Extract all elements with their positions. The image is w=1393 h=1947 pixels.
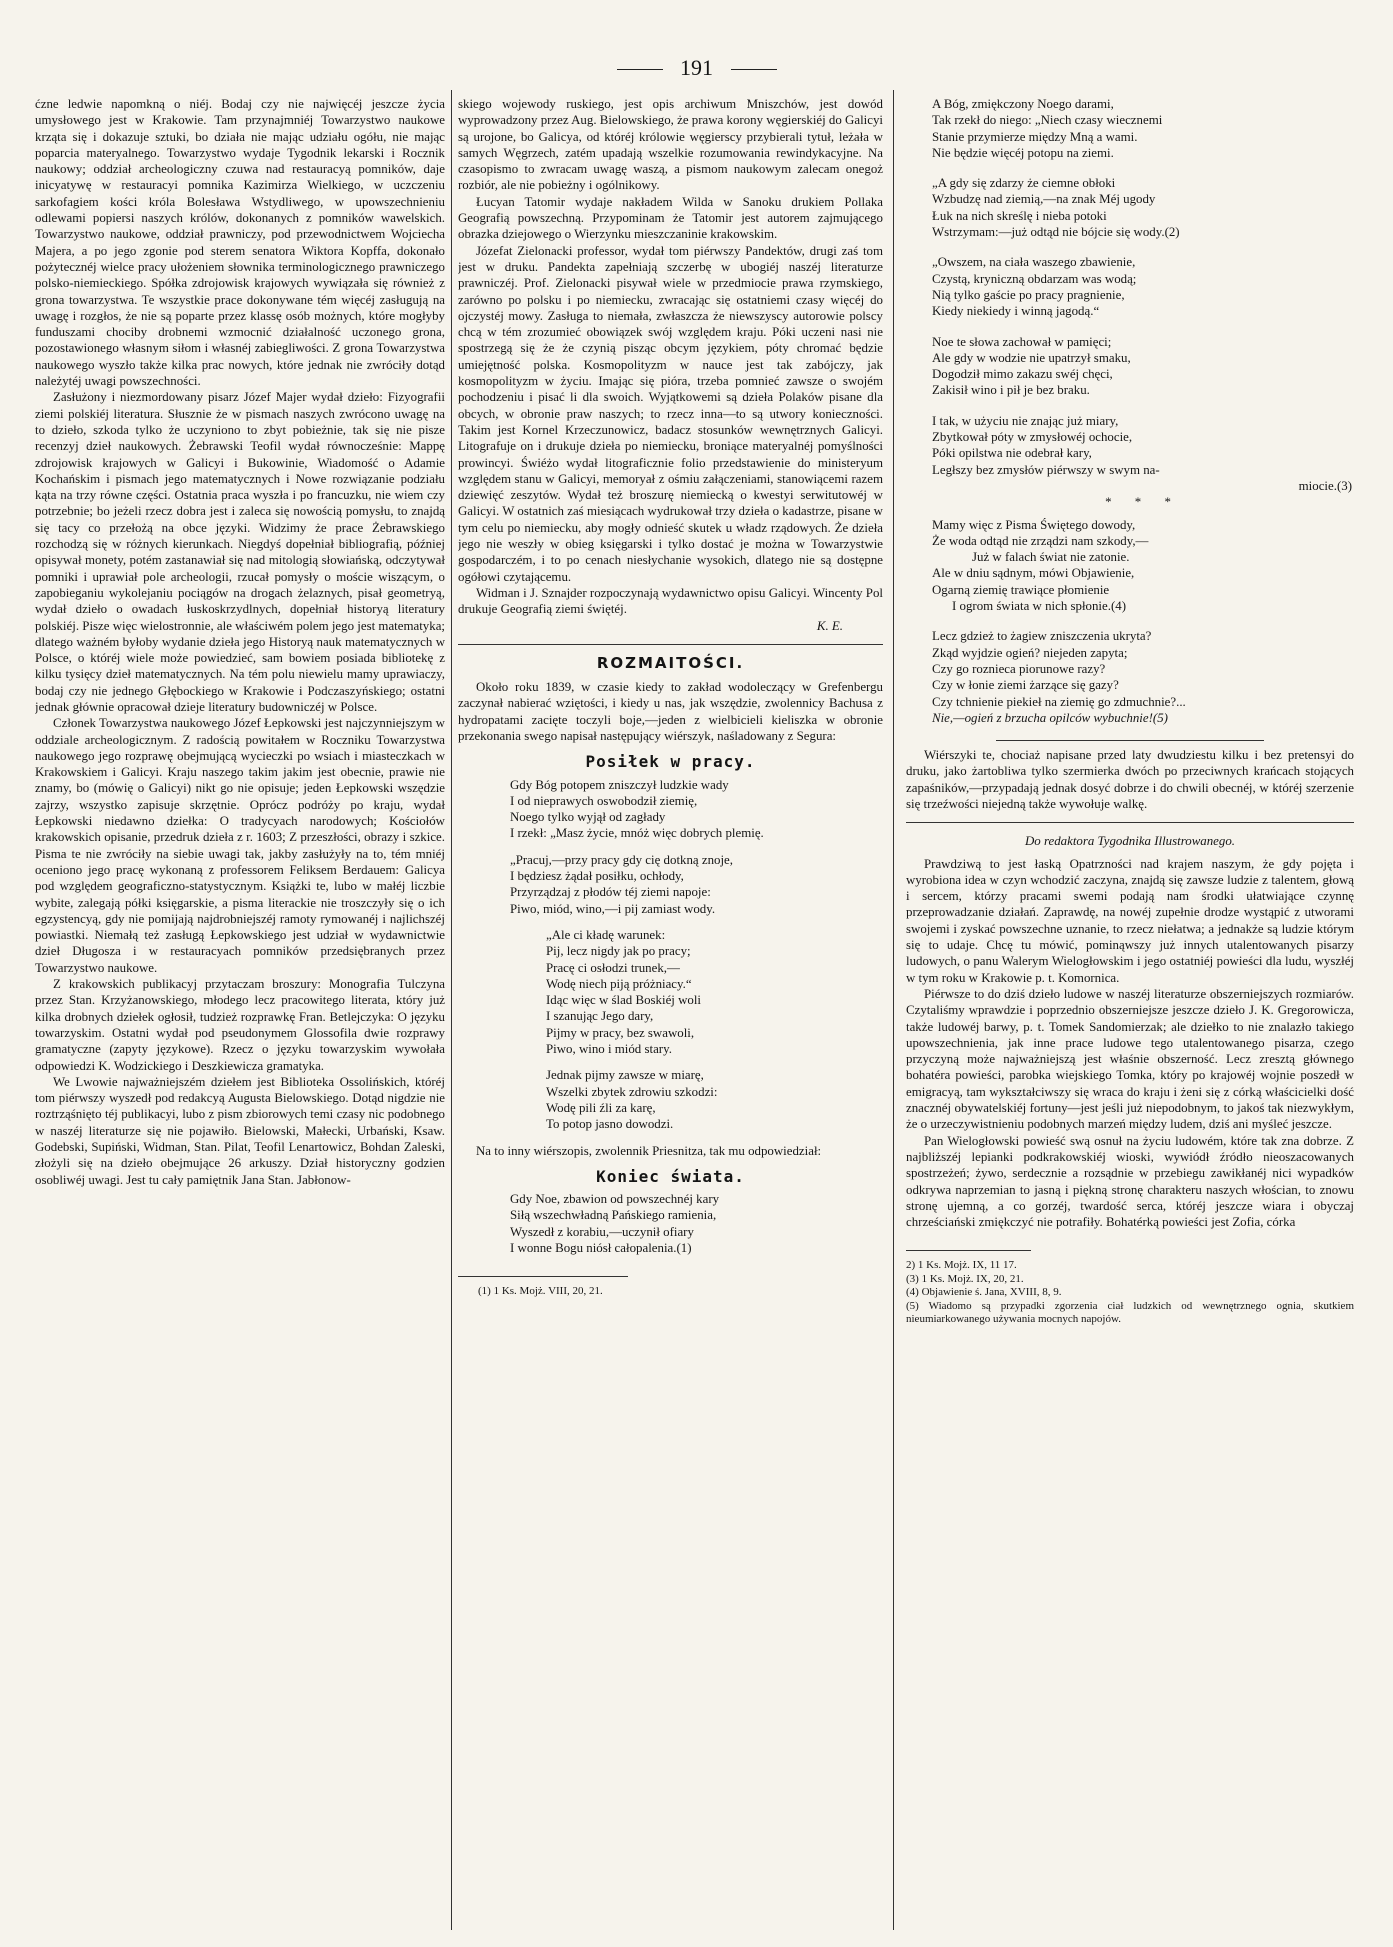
poem-line: Gdy Bóg potopem zniszczył ludzkie wady — [510, 777, 729, 792]
poem-line: I od nieprawych oswobodził ziemię, — [510, 793, 698, 808]
poem-line: Gdy Noe, zbawion od powszechnéj kary — [510, 1192, 720, 1207]
poem-koniec — [458, 1191, 883, 1256]
poem-line: Nią tylko gaście po pracy pragnienie, — [932, 287, 1125, 302]
footnote: (4) Objawienie ś. Jana, XVIII, 8, 9. — [906, 1286, 1062, 1299]
poem-line: Piwo, miód, wino,—i pij zamiast wody. — [510, 901, 716, 916]
poem-posilek — [458, 777, 883, 1133]
footnote: (5) Wiadomo są przypadki zgorzenia ciał ludzkich od wewnętrznego ognia, skutkiem nieumiarkowanego używania mocnych napojów. — [906, 1299, 1354, 1326]
poem-line: I szanując Jego dary, — [546, 1009, 654, 1024]
poem-line: Lecz gdzież to żagiew zniszczenia ukryta? — [932, 629, 1152, 644]
poem-line: Zbytkował póty w zmysłowéj ochocie, — [932, 430, 1133, 445]
poem-line: Tak rzekł do niego: „Niech czasy wiecznemi — [932, 113, 1163, 128]
poem-line: I ogrom świata w nich spłonie.(4) — [952, 599, 1126, 614]
poem-line-end: miocie.(3) — [1298, 478, 1352, 493]
poem-line: Łuk na nich skreślę i nieba potoki — [932, 208, 1107, 223]
stanza — [932, 517, 1354, 615]
poem-title: Koniec świata. — [596, 1166, 745, 1186]
poem-continuation — [906, 96, 1354, 726]
interlude-paragraph: Na to inny wiérszopis, zwolennik Priesnitza, tak mu odpowiedział: — [476, 1143, 822, 1158]
poem-line: A Bóg, zmiękczony Noego darami, — [932, 97, 1114, 111]
section-title: ROZMAITOŚCI. — [596, 653, 745, 672]
poem-line: I tak, w użyciu nie znając już miary, — [932, 413, 1119, 428]
paragraph: skiego wojewody ruskiego, jest opis archiwum Mniszchów, jest dowód wyprowadzony przez Aug. Bielowskiego, że prawa korony węgierskiéj do Galicyi są urojone, bo Galicya, od któréj królowie węgierscy przybierali tytuł, leżała w samych Węgrzech, zatém upadają wszelkie rozumowania rewindykacyjne. Na czasopismo to zwracam uwagę waszą, a pismom naukowym zalecam onegoż rozbiór, ale nie pobieżny i ogólnikowy. — [458, 97, 883, 193]
paragraph: ćzne ledwie napomkną o niéj. Bodaj czy nie najwięcéj jeszcze życia umysłowego jest w Krakowie. Tam przynajmniéj Towarzystwo naukowe krząta się i dokazuje sztuki, bo działa nie mając udziału ogółu, nie mając poparcia materyalnego. Towarzystwo wydaje Tygodnik lekarski i Rocznik naukowy; oddział archeologiczny czuwa nad restauracyą pomników, daje inicyatywę w restauracyi pomnika Kazimirza Wielkiego, w uczczeniu sarkofagiem kości króla Bolesława Wstydliwego, w upowszechnieniu odlewami popiersi naszych królów, dokonanych z pomników wawelskich. Towarzystwo naukowe, oddział prawniczy, pod przewodnictwem Wojciecha Majera, a po jego zgonie pod sterem senatora Wiktora Kopffa, dokonało pożytecznéj wielce pracy ułożeniem słownika terminologicznego prawniczego polsko-niemieckiego. Spółka zdrojowisk krajowych wywiązała się również z grona towarzystwa. Te wszystkie prace dokonywane tém więcéj zasługują na uwagę i rozgłos, że nie są poparte przez klassę osób możnych, które mogłyby funduszami chociby drobnemi wzmocnić działalność uczonego grona, pozostawionego własnym siłom i własnéj zabiegliwości. Z grona Towarzystwa naukowego wyszło także kilka prac nowych, które jednak nie zwróciły dotąd należytéj uwagi powszechności. — [35, 97, 445, 389]
paragraph: Łucyan Tatomir wydaje nakładem Wilda w Sanoku drukiem Pollaka Geografią powszechną. Przypominam że Tatomir jest autorem zajmującego obrazka dziejowego o Wierzynku mieszczaninie krakowskim. — [458, 194, 883, 242]
paragraph: Pan Wielogłowski powieść swą osnuł na życiu ludowém, które tak zna dobrze. Z najbliższéj lepianki podkrakowskiéj wioski, wywiódł źródło nieoszacowanych spostrzeżeń; żywo, serdecznie a rozsądnie w przebiegu zawikłanéj nici wypadków odkrywa naprzemian to jasną i piękną stronę charakteru naszych włościan, to znowu stronę ujemną, a co gorzéj, twardość serca, któréj jeszcze wiara i obyczaj chrześciański zmiękczyć nie potrafiły. Bohatérką powieści jest Zofia, córka — [906, 1133, 1354, 1230]
footnote: (1) 1 Ks. Mojż. VIII, 20, 21. — [478, 1285, 603, 1298]
poem-line: Zkąd wyjdzie ogień? niejeden zapyta; — [932, 645, 1128, 660]
stanza — [932, 175, 1354, 240]
stanza — [510, 852, 883, 917]
page-header — [0, 55, 1393, 81]
stanza — [932, 254, 1354, 319]
poem-line: Mamy więc z Pisma Świętego dowody, — [932, 517, 1136, 532]
poem-title: Posiłek w pracy. — [585, 752, 756, 772]
poem-line: I będziesz żądał posiłku, ochłody, — [510, 869, 684, 884]
poem-line: Już w falach świat nie zatonie. — [972, 550, 1130, 565]
poem-line: Ale gdy w wodzie nie upatrzył smaku, — [932, 350, 1131, 365]
section-divider — [996, 740, 1265, 741]
poem-line: Pij, lecz nigdy jak po pracy; — [546, 944, 691, 959]
paragraph: Piérwsze to do dziś dzieło ludowe w naszéj literaturze obszerniejszych rozmiarów. Czytaliśmy wprawdzie i poprzednio obszerniejsze jeszcze dzieło J. K. Gregorowicza, także ludowéj barwy, p. t. Tomek Sandomierzak; ale dziełko to nie znalazło takiego upowszechnienia, jak inne prace ludowe tego utalentowanego pisarza, czego przyczyną może najważniejszą jest właśnie obszerność. Lecz zresztą głównego bohatéra powieści, parobka wiejskiego Tomka, który po krajowéj wojnie poszedł w emigracyą, tam wykształciwszy się wraca do kraju i żeni się z córką właścicielki dość znacznéj obywatelskiéj fortuny—jest jeśli już niepodobnym, to jakoś tak niezwykłym, że o urzeczywistnieniu podobnych marzeń między ludem, dziś ani myśleć jeszcze. — [906, 986, 1354, 1132]
paragraph: We Lwowie najważniejszém dziełem jest Biblioteka Ossolińskich, któréj tom piérwszy wyszedł pod redakcyą Augusta Bielowskiego. Dotąd nigdzie nie roztrząśnięto téj publikacyi, lubo z pism zbiorowych temi czasy nic podobnego w naszéj literaturze się nie pojawiło. Bielowski, Małecki, Urbański, Ksaw. Godebski, Supiński, Widman, Stan. Pilat, Teofil Lenartowicz, Bohdan Zaleski, złożyli się na dzieło obejmujące 26 arkuszy. Dział historyczny godzien osobliwéj uwagi. Jest tu cały pamiętnik Jana Stan. Jabłonow- — [35, 1074, 445, 1187]
poem-line: „A gdy się zdarzy że ciemne obłoki — [932, 176, 1116, 191]
poem-line: Nie będzie więcéj potopu na ziemi. — [932, 145, 1114, 160]
footnote-rule — [906, 1250, 1031, 1251]
poem-line: Czy go roznieca piorunowe razy? — [932, 661, 1106, 676]
poem-line: Czystą, kryniczną obdarzam was wodą; — [932, 271, 1137, 286]
poem-line: Wszelki zbytek zdrowiu szkodzi: — [546, 1084, 718, 1099]
paragraph: Prawdziwą to jest łaską Opatrzności nad krajem naszym, że gdy pojęta i wyrobiona idea w czyn wchodzić zaczyna, znajdą się zawsze ludzie z talentem, głową i sercem, którzy pracami swemi podają nam środki ułatwiające czynnę przeprowadzanie działań. Zaprawdę, na nowéj zupełnie drodze wystąpić z utworami swojemi i zyskać powszechne uznanie, to rzecz niełatwa; a jednakże są ludzie którym się to udaje. Chcę tu mówić, pominąwszy już innych utalentowanych pisarzy ludowych, o panu Walerym Wielogłowskim i jego ostatniéj powieści dla ludu, wyszłéj w tym roku w Krakowie p. t. Komornica. — [906, 856, 1354, 985]
column-rule-1 — [451, 90, 452, 1930]
header-dash-right — [731, 69, 777, 70]
poem-line: Noego tylko wyjął od zagłady — [510, 810, 666, 825]
section-divider — [906, 822, 1354, 823]
paragraph: Widman i J. Sznajder rozpoczynają wydawnictwo opisu Galicyi. Wincenty Pol drukuje Geografią ziemi świętéj. — [458, 585, 883, 617]
poem-line: Dogodził mimo zakazu swéj chęci, — [932, 367, 1113, 382]
poem-line: Ale w dniu sądnym, mówi Objawienie, — [932, 566, 1135, 581]
stanza — [932, 96, 1354, 161]
footnotes — [906, 1259, 1354, 1327]
paragraph: Józefat Zielonacki professor, wydał tom piérwszy Pandektów, drugi zaś tom jest w druku. Pandekta zapełniają szczerbę w ubogiéj naszéj literaturze prawniczéj. Prof. Zielonacki pisywał wiele w przedmiocie prawa rzymskiego, zarówno po polsku i po niemiecku, zwracając się ostatniemi czasy więcéj do ojczystéj mowy. Zasługa to niemała, zwłaszcza że niewszyscy autorowie polscy chcą w tém zrozumieć obowiązek swój względem kraju. Póki uczeni nasi nie spostrzegą się że że czynią pisząc obcym językiem, póty chromać będzie umiejętność polska. Kosmopolityzm w nauce jest tak zabójczy, jak kosmopolityzm w życiu. Imając się pióra, trzeba pomnieć zawsze o swojém pochodzeniu i pisać li dla swoich. Wyjątkowemi są dzieła Polaków pisane dla obcych, w obronie praw naszych; to rzecz inna—to są utwory konieczności. Takim jest Kornel Krzeczunowicz, badacz stosunków wewnętrznych Galicyi. Litografuje on i drukuje dzieła po niemiecku, broniące materyalnéj pomyślności prowincyi. Świéżo wydał litograficznie folio przedstawienie do ministeryum względem stanu w Galicyi, memoryał z ośmiu załączeniami, stanowiącemi razem dziewięć zeszytów. Wydał też broszurę niemiecką o kwestyi serwitutowéj w Galicyi. W ostatnich zaś miesiącach wydrukował trzy dzieła o kadastrze, pisane w tym celu po niemiecku, aby mogły odnieść skutek u władz rządowych. Że dzieła jego nie weszły w obieg księgarski i tylko dostać je można w Towarzystwie gospodarczém, i to po cenach niesłychanie wysokich, dlatego nie są dostępne ogółowi czytającemu. — [458, 243, 883, 584]
poem-line: Pracę ci osłodzi trunek,— — [546, 960, 680, 975]
poem-line: Kiedy niekiedy i winną jagodą.“ — [932, 304, 1100, 319]
stanza — [510, 1067, 883, 1132]
poem-line: Wodę niech piją próżniacy.“ — [546, 976, 692, 991]
footnote-rule — [458, 1276, 628, 1277]
poem-line: I wonne Bogu niósł całopalenia.(1) — [510, 1241, 692, 1255]
poem-line: Nie,—ogień z brzucha opilców wybuchnie!(5) — [932, 710, 1168, 725]
poem-line: Pijmy w pracy, bez swawoli, — [546, 1025, 695, 1040]
poem-line: Noe te słowa zachował w pamięci; — [932, 334, 1112, 349]
poem-line: Czy w łonie ziemi żarzące się gazy? — [932, 678, 1119, 693]
footnote: 2) 1 Ks. Mojż. IX, 11 17. — [906, 1259, 1017, 1272]
poem-line: Wodę pili źli za karę, — [546, 1100, 656, 1115]
header-dash-left — [617, 69, 663, 70]
poem-line: Zakisił wino i pił je bez braku. — [932, 383, 1090, 398]
poem-line: Stanie przymierze między Mną a wami. — [932, 129, 1138, 144]
poem-line: Że woda odtąd nie zrządzi nam szkody,— — [932, 533, 1149, 548]
stars-separator: * * * — [1105, 495, 1181, 510]
poem-line: Czy tchnienie piekieł na ziemię go zdmuchnie?... — [932, 694, 1186, 709]
poem-line: Póki opilstwa nie odebrał kary, — [932, 446, 1092, 461]
column-2 — [458, 96, 883, 1926]
poem-line: To potop jasno dowodzi. — [546, 1117, 674, 1132]
stanza — [510, 1191, 883, 1256]
stanza — [510, 777, 883, 842]
section-divider — [458, 644, 883, 645]
paragraph: Wiérszyki te, chociaż napisane przed laty dwudziestu kilku i bez pretensyi do druku, jako żartobliwa tylko szermierka dwóch po przeciwnych krańcach stojących zapaśników,—przypadają jednak dosyć dobrze i do chwili obecnéj, w któréj szerzenie się trzeźwości niejedną także wywołuje walkę. — [906, 748, 1354, 811]
page-number: 191 — [680, 55, 713, 80]
poem-line: Piwo, wino i miód stary. — [546, 1042, 672, 1057]
poem-line: „Ale ci kładę warunek: — [546, 927, 666, 942]
paragraph: Zasłużony i niezmordowany pisarz Józef Majer wydał dzieło: Fizyografii ziemi polskiéj literatura. Słusznie że w pismach naszych zwrócono uwagę na to dzieło, szkoda tylko że uczyniono to zbyt pobieżnie, tak się nie pisze recenzyj dzieł naukowych. Żebrawski Teofil wydał równocześnie: Mappę zdrojowisk krajowych w Galicyi i Bukowinie, Wiadomość o Adamie Kochańskim i pismach jego matematycznych i Nowe rozwiązanie podziału kąta na trzy równe części. Ostatnia praca wyszła i po francuzku, nie wiem czy potrzebnie; bo jeżeli rzecz dobra jest i zaleca się nowością pomysłu, to znajdą się tacy co przełożą na obce języki. Widzimy że prace Żebrawskiego rozchodzą się w różnych kierunkach. Niegdyś dopełniał bibliografią, później opisywał monety, potém zastanawiał się nad mitologią słowiańską, odczytywał pomniki i uprawiał pole archeologii, rzucał pomysły o moście wiszącym, o zapobieganiu wykolejaniu pociągów na drogach żelaznych, pisał geometryą, wydał dzieło o owadach łuskoskrzydlnych, dopełniał historyą literatury polskiéj. Pisze więc wielostronnie, ale właściwém polem jego jest matematyka; dlatego ważném byłoby wydanie dzieła jego Historyą nauk matematycznych w Polsce, o któréj wiele może powiedzieć, sam bowiem posiada bibliotekę z kilku tysięcy dzieł matematycznych. Na tém polu niewielu mamy uprawiaczy, bodaj czy nie jednego Głębockiego w Krakowie i Podczaszyńskiego; ostatni jednak głównie opracował dzieje literatury budowniczéj w Polsce. — [35, 390, 445, 714]
intro-paragraph: Około roku 1839, w czasie kiedy to zakład wodoleczący w Grefenbergu zaczynał nabierać wziętości, i kiedy u nas, jak wszędzie, zwolennicy Bachusa z hydropatami zacięte toczyli boje,—jeden z wielbicieli kieliszka w obronie przekonania swego napisał następujący wiérszyk, naśladowany z Segura: — [458, 680, 883, 743]
stanza — [932, 628, 1354, 726]
footnote: (3) 1 Ks. Mojż. IX, 20, 21. — [906, 1272, 1024, 1285]
letter-heading: Do redaktora Tygodnika Illustrowanego. — [1024, 834, 1236, 849]
stanza — [510, 927, 883, 1057]
poem-line: Siłą wszechwładną Pańskiego ramienia, — [510, 1208, 717, 1223]
stanza — [932, 413, 1354, 494]
paragraph: Członek Towarzystwa naukowego Józef Łepkowski jest najczynniejszym w oddziale archeologicznym. Z radością powitałem w Roczniku Towarzystwa naukowego jego rozprawę obejmującą wycieczki po wsiach i miasteczkach w Krakowskiem i Galicyi. Kraju naszego takim jakim jest obecnie, prawie nie znamy, bo (mówię o Galicyi) nikt go nie opisuje; jeden Łepkowski wszędzie zajrzy, wszystko zapisuje skrzętnie. Oprócz podróży po kraju, wydał Łepkowski niedawno dziełka: O tradycyach narodowych; Kościołów krakowskich opisanie, przedruk dzieła z r. 1603; Z przeszłości, obrazy i szkice. Pisma te nie zwróciły na siebie uwagi tak, jakby zasłużyły na to, tém mniéj oceniono jego pracę wykonaną z professorem Feliksem Berdauem: Galicya pod względem geograficzno-statystycznym. Książki te, lubo w małéj liczbie wybite, zalegają półki księgarskie, a pisma literackie nie troszczyły się o ich egzystencyą, gdy nie pomijają najdrobniejszéj ramoty rymowanéj i najlichszéj powiastki. Niemałą też zasługą Łepkowskiego jest udział w wydawnictwie dzieł Długosza i w restauracyach pomników przedsiębranych przez Towarzystwo naukowe. — [35, 716, 445, 975]
paragraph: Z krakowskich publikacyj przytaczam broszury: Monografia Tulczyna przez Stan. Krzyżanowskiego, młodego lecz pracowitego literata, który już kilka drobnych dziełek ogłosił, tudzież rozprawkę Fran. Betlejczyka: O języku towarzyskim. Ostatni wydał pod pseudonymem Glossofila dwie rozprawy gramatyczne (zapyty językowe). Rzecz o języku towarzyskim wywołała odpowiedzi K. Wodzickiego i Deszkiewicza gramatyka. — [35, 977, 445, 1073]
poem-line: Wzbudzę nad ziemią,—na znak Méj ugody — [932, 192, 1156, 207]
poem-line: Idąc więc w ślad Boskiéj woli — [546, 993, 702, 1008]
poem-line: Ogarną ziemię trawiące płomienie — [932, 582, 1110, 597]
poem-line: Wstrzymam:—już odtąd nie bójcie się wody.(2) — [932, 225, 1180, 240]
poem-line: Przyrządzaj z płodów téj ziemi napoje: — [510, 885, 711, 900]
poem-line: I rzekł: „Masz życie, mnóż więc dobrych plemię. — [510, 826, 764, 841]
poem-line: Wyszedł z korabiu,—uczynił ofiary — [510, 1224, 694, 1239]
column-3 — [906, 96, 1354, 1926]
article-signature: K. E. — [816, 618, 843, 633]
poem-line: Jednak pijmy zawsze w miarę, — [546, 1068, 704, 1083]
column-rule-2 — [893, 90, 894, 1930]
poem-line: „Owszem, na ciała waszego zbawienie, — [932, 255, 1136, 270]
stanza — [932, 334, 1354, 399]
poem-line: „Pracuj,—przy pracy gdy cię dotkną znoje, — [510, 852, 733, 867]
poem-line: Ległszy bez zmysłów piérwszy w swym na- — [932, 462, 1160, 477]
column-1 — [35, 96, 445, 1926]
